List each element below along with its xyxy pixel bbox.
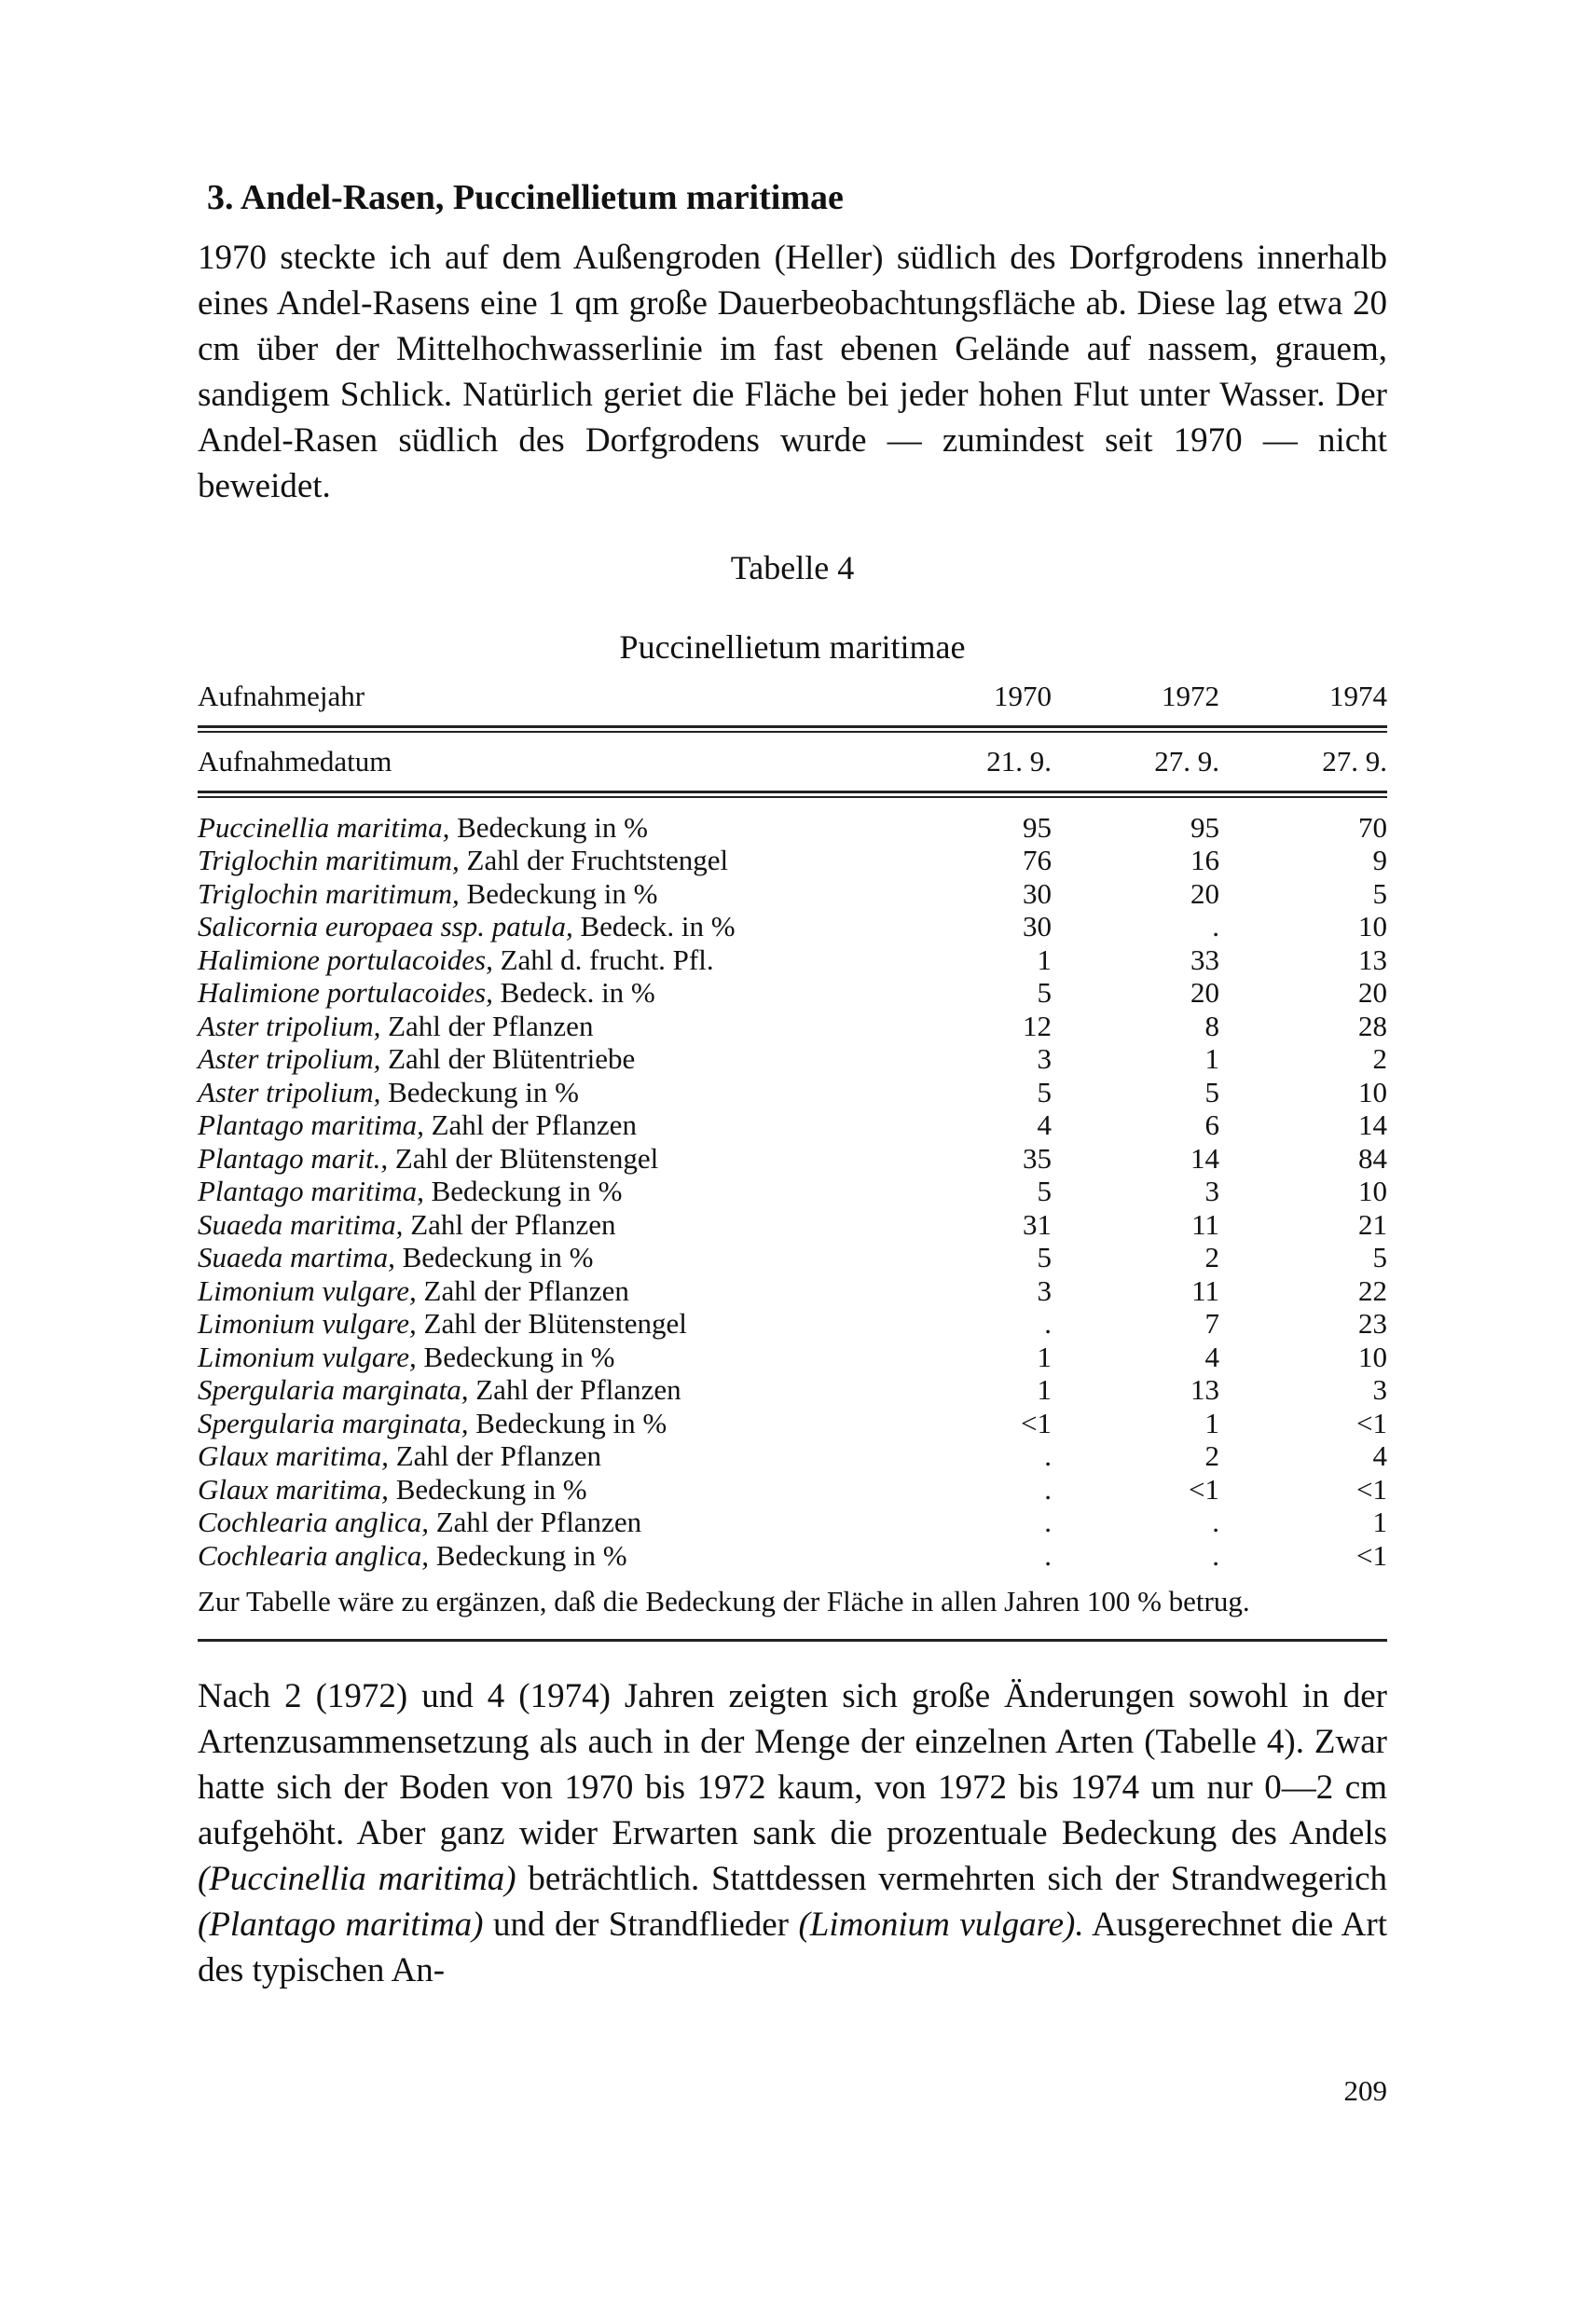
table-row	[198, 811, 1387, 845]
value-2: 95	[1190, 810, 1219, 844]
intro-paragraph: 1970 steckte ich auf dem Außengroden (Heller) südlich des Dorfgrodens innerhalb eines Andel-Rasens eine 1 qm große Dauerbeobachtungsfläche ab. Diese lag etwa 20 cm über der Mittelhochwasserlinie im fast ebenen Gelände auf nassem, grauem, sandigem Schlick. Natürlich geriet die Fläche bei jeder hohen Flut unter Wasser. Der Andel-Rasen südlich des Dorfgrodens wurde — zumindest seit 1970 — nicht beweidet.	[198, 238, 1387, 505]
value-2: 6	[1204, 1108, 1219, 1142]
row-label	[198, 1274, 940, 1308]
value-2: <1	[1189, 1472, 1219, 1506]
measure-name: Zahl der Blütenstengel	[416, 1307, 687, 1341]
table-note: Zur Tabelle wäre zu ergänzen, daß die Bedeckung der Fläche in allen Jahren 100 % betrug.	[198, 1585, 1250, 1618]
table-row	[198, 844, 1387, 877]
page	[198, 177, 1387, 2107]
species-name: Triglochin maritimum,	[198, 876, 460, 910]
measure-name: Zahl der Blütentriebe	[380, 1042, 636, 1076]
value-3: 5	[1372, 876, 1387, 910]
value-3: 5	[1372, 1241, 1387, 1274]
table-header-years	[198, 667, 1387, 725]
species-name: Cochlearia anglica,	[198, 1538, 429, 1572]
value-3: 14	[1358, 1108, 1387, 1142]
row-label	[198, 1473, 940, 1507]
date-2: 27. 9.	[1154, 744, 1219, 778]
value-1: .	[1044, 1538, 1052, 1572]
measure-name: Zahl der Pflanzen	[416, 1273, 629, 1307]
table-row	[198, 910, 1387, 943]
row-label	[198, 910, 940, 943]
measure-name: Bedeckung in %	[423, 1175, 623, 1208]
value-1: .	[1044, 1472, 1052, 1506]
row-label	[198, 1108, 940, 1142]
table-row	[198, 1142, 1387, 1176]
table-row	[198, 1341, 1387, 1374]
measure-name: Zahl der Pflanzen	[388, 1439, 602, 1473]
date-3: 27. 9.	[1322, 744, 1387, 778]
value-2: 1	[1204, 1406, 1219, 1439]
value-3: 70	[1358, 810, 1387, 844]
table-row	[198, 1506, 1387, 1539]
value-3: 2	[1372, 1042, 1387, 1076]
species-name: Plantago marit.,	[198, 1141, 389, 1175]
measure-name: Zahl der Pflanzen	[380, 1009, 594, 1042]
year-label: Aufnahmejahr	[198, 679, 365, 712]
value-3: 21	[1358, 1207, 1387, 1241]
row-label	[198, 877, 940, 911]
year-1: 1970	[994, 679, 1052, 712]
table-row	[198, 976, 1387, 1010]
measure-name: Bedeckung in %	[380, 1075, 579, 1108]
species-name: Glaux maritima,	[198, 1472, 389, 1506]
table-row	[198, 943, 1387, 977]
value-1: .	[1044, 1307, 1052, 1341]
table-title: Tabelle 4	[730, 548, 855, 586]
measure-name: Bedeckung in %	[416, 1340, 615, 1373]
table-row	[198, 1539, 1387, 1573]
measure-name: Bedeck. in %	[572, 910, 736, 943]
row-label	[198, 943, 940, 977]
para2-italic-3: (Limonium vulgare).	[798, 1906, 1084, 1945]
row-label	[198, 1539, 940, 1573]
value-2: 2	[1204, 1439, 1219, 1473]
value-2: 16	[1190, 844, 1219, 877]
value-3: 10	[1358, 1075, 1387, 1108]
row-label	[198, 811, 940, 845]
date-1: 21. 9.	[986, 744, 1052, 778]
header-rule	[198, 725, 1387, 733]
species-name: Suaeda maritima,	[198, 1207, 404, 1241]
table-body	[198, 811, 1387, 1573]
value-1: 12	[1023, 1009, 1052, 1042]
table-row	[198, 1010, 1387, 1043]
table-row	[198, 877, 1387, 911]
species-name: Limonium vulgare,	[198, 1307, 417, 1341]
row-label	[198, 1076, 940, 1109]
species-name: Limonium vulgare,	[198, 1340, 417, 1373]
value-3: 20	[1358, 976, 1387, 1010]
species-name: Spergularia marginata,	[198, 1373, 469, 1407]
species-name: Halimione portulacoides,	[198, 976, 493, 1010]
species-name: Aster tripolium,	[198, 1042, 381, 1076]
table-row	[198, 1439, 1387, 1473]
species-name: Aster tripolium,	[198, 1075, 381, 1108]
species-name: Spergularia marginata,	[198, 1406, 469, 1439]
species-name: Cochlearia anglica,	[198, 1506, 429, 1539]
measure-name: Bedeck. in %	[492, 976, 655, 1010]
value-2: .	[1212, 910, 1219, 943]
species-name: Glaux maritima,	[198, 1439, 389, 1473]
value-2: 20	[1190, 876, 1219, 910]
value-3: 28	[1358, 1009, 1387, 1042]
value-2: 5	[1204, 1075, 1219, 1108]
species-name: Aster tripolium,	[198, 1009, 381, 1042]
row-label	[198, 1042, 940, 1076]
value-1: 1	[1037, 1340, 1052, 1373]
value-3: 3	[1372, 1373, 1387, 1407]
table-row	[198, 1241, 1387, 1274]
table-row	[198, 1473, 1387, 1507]
date-rule	[198, 791, 1387, 798]
table-bottom-rule	[198, 1639, 1387, 1642]
measure-name: Zahl der Pflanzen	[428, 1506, 642, 1539]
table-row	[198, 1175, 1387, 1208]
row-label	[198, 1373, 940, 1407]
value-2: 1	[1204, 1042, 1219, 1076]
para2-italic-2: (Plantago maritima)	[198, 1906, 484, 1945]
measure-name: Zahl d. frucht. Pfl.	[492, 943, 714, 976]
measure-name: Zahl der Pflanzen	[423, 1108, 637, 1142]
value-3: 84	[1358, 1141, 1387, 1175]
value-1: 30	[1023, 876, 1052, 910]
table-row	[198, 1076, 1387, 1109]
value-3: 10	[1358, 1175, 1387, 1208]
row-label	[198, 1341, 940, 1374]
year-3: 1974	[1329, 679, 1387, 712]
row-label	[198, 1307, 940, 1341]
year-2: 1972	[1162, 679, 1219, 712]
value-1: .	[1044, 1506, 1052, 1539]
species-name: Suaeda martima,	[198, 1241, 395, 1274]
value-1: 95	[1023, 810, 1052, 844]
value-2: 2	[1204, 1241, 1219, 1274]
para2-text-4: Ausgerechnet die Art des typischen An-	[198, 1906, 1387, 1990]
table-row	[198, 1274, 1387, 1308]
row-label	[198, 1208, 940, 1242]
table-subtitle: Puccinellietum maritimae	[619, 627, 966, 666]
table-row	[198, 1108, 1387, 1142]
para2-italic-1: (Puccinellia maritima)	[198, 1860, 516, 1899]
value-3: 9	[1372, 844, 1387, 877]
value-2: 3	[1204, 1175, 1219, 1208]
value-2: 8	[1204, 1009, 1219, 1042]
page-number: 209	[1343, 2074, 1387, 2107]
second-paragraph	[198, 1673, 1387, 1993]
species-name: Triglochin maritimum,	[198, 844, 460, 877]
value-1: 31	[1023, 1207, 1052, 1241]
table-row	[198, 1208, 1387, 1242]
species-name: Plantago maritima,	[198, 1108, 424, 1142]
row-label	[198, 1407, 940, 1440]
value-1: <1	[1021, 1406, 1052, 1439]
table-row	[198, 1307, 1387, 1341]
para2-text-2: beträchtlich. Stattdessen vermehrten sich der Strandwegerich	[516, 1860, 1387, 1899]
value-3: <1	[1356, 1538, 1387, 1572]
value-2: 13	[1190, 1373, 1219, 1407]
value-1: 76	[1023, 844, 1052, 877]
value-1: 30	[1023, 910, 1052, 943]
table-header-dates	[198, 733, 1387, 791]
value-2: .	[1212, 1538, 1219, 1572]
measure-name: Bedeckung in %	[449, 810, 648, 844]
species-name: Plantago maritima,	[198, 1175, 424, 1208]
value-1: 5	[1037, 976, 1052, 1010]
value-1: 3	[1037, 1273, 1052, 1307]
measure-name: Bedeckung in %	[468, 1406, 667, 1439]
species-name: Halimione portulacoides,	[198, 943, 493, 976]
date-label: Aufnahmedatum	[198, 744, 392, 778]
species-name: Limonium vulgare,	[198, 1273, 417, 1307]
value-1: 3	[1037, 1042, 1052, 1076]
value-3: <1	[1356, 1406, 1387, 1439]
value-3: 1	[1372, 1506, 1387, 1539]
measure-name: Bedeckung in %	[394, 1241, 594, 1274]
value-3: <1	[1356, 1472, 1387, 1506]
value-2: 11	[1191, 1207, 1219, 1241]
value-1: 1	[1037, 943, 1052, 976]
value-1: .	[1044, 1439, 1052, 1473]
para2-text-1: Nach 2 (1972) und 4 (1974) Jahren zeigten sich große Änderungen sowohl in der Artenzusammensetzung als auch in der Menge der einzelnen Arten (Tabelle 4). Zwar hatte sich der Boden von 1970 bis 1972 kaum, von 1972 bis 1974 um nur 0—2 cm aufgehöht. Aber ganz wider Erwarten sank die prozentuale Bedeckung des Andels	[198, 1677, 1387, 1853]
value-2: 20	[1190, 976, 1219, 1010]
measure-name: Bedeckung in %	[428, 1538, 627, 1572]
row-label	[198, 1010, 940, 1043]
measure-name: Zahl der Pflanzen	[468, 1373, 681, 1407]
measure-name: Zahl der Fruchtstengel	[459, 844, 729, 877]
value-3: 23	[1358, 1307, 1387, 1341]
section-heading: 3. Andel-Rasen, Puccinellietum maritimae	[207, 178, 844, 217]
value-1: 5	[1037, 1241, 1052, 1274]
value-2: 4	[1204, 1340, 1219, 1373]
measure-name: Zahl der Blütenstengel	[388, 1141, 659, 1175]
row-label	[198, 1175, 940, 1208]
para2-text-3: und der Strandflieder	[483, 1906, 799, 1945]
measure-name: Zahl der Pflanzen	[403, 1207, 616, 1241]
value-1: 5	[1037, 1175, 1052, 1208]
row-label	[198, 1439, 940, 1473]
value-1: 4	[1037, 1108, 1052, 1142]
value-3: 4	[1372, 1439, 1387, 1473]
value-3: 13	[1358, 943, 1387, 976]
table-row	[198, 1373, 1387, 1407]
measure-name: Bedeckung in %	[459, 876, 658, 910]
row-label	[198, 1142, 940, 1176]
species-name: Salicornia europaea ssp. patula,	[198, 910, 573, 943]
value-2: .	[1212, 1506, 1219, 1539]
measure-name: Bedeckung in %	[388, 1472, 587, 1506]
value-3: 22	[1358, 1273, 1387, 1307]
value-2: 7	[1204, 1307, 1219, 1341]
value-2: 11	[1191, 1273, 1219, 1307]
table-row	[198, 1407, 1387, 1440]
value-2: 33	[1190, 943, 1219, 976]
row-label	[198, 976, 940, 1010]
value-3: 10	[1358, 1340, 1387, 1373]
table-row	[198, 1042, 1387, 1076]
value-2: 14	[1190, 1141, 1219, 1175]
value-1: 1	[1037, 1373, 1052, 1407]
row-label	[198, 1506, 940, 1539]
row-label	[198, 1241, 940, 1274]
value-3: 10	[1358, 910, 1387, 943]
row-label	[198, 844, 940, 877]
value-1: 5	[1037, 1075, 1052, 1108]
species-name: Puccinellia maritima,	[198, 810, 450, 844]
value-1: 35	[1023, 1141, 1052, 1175]
